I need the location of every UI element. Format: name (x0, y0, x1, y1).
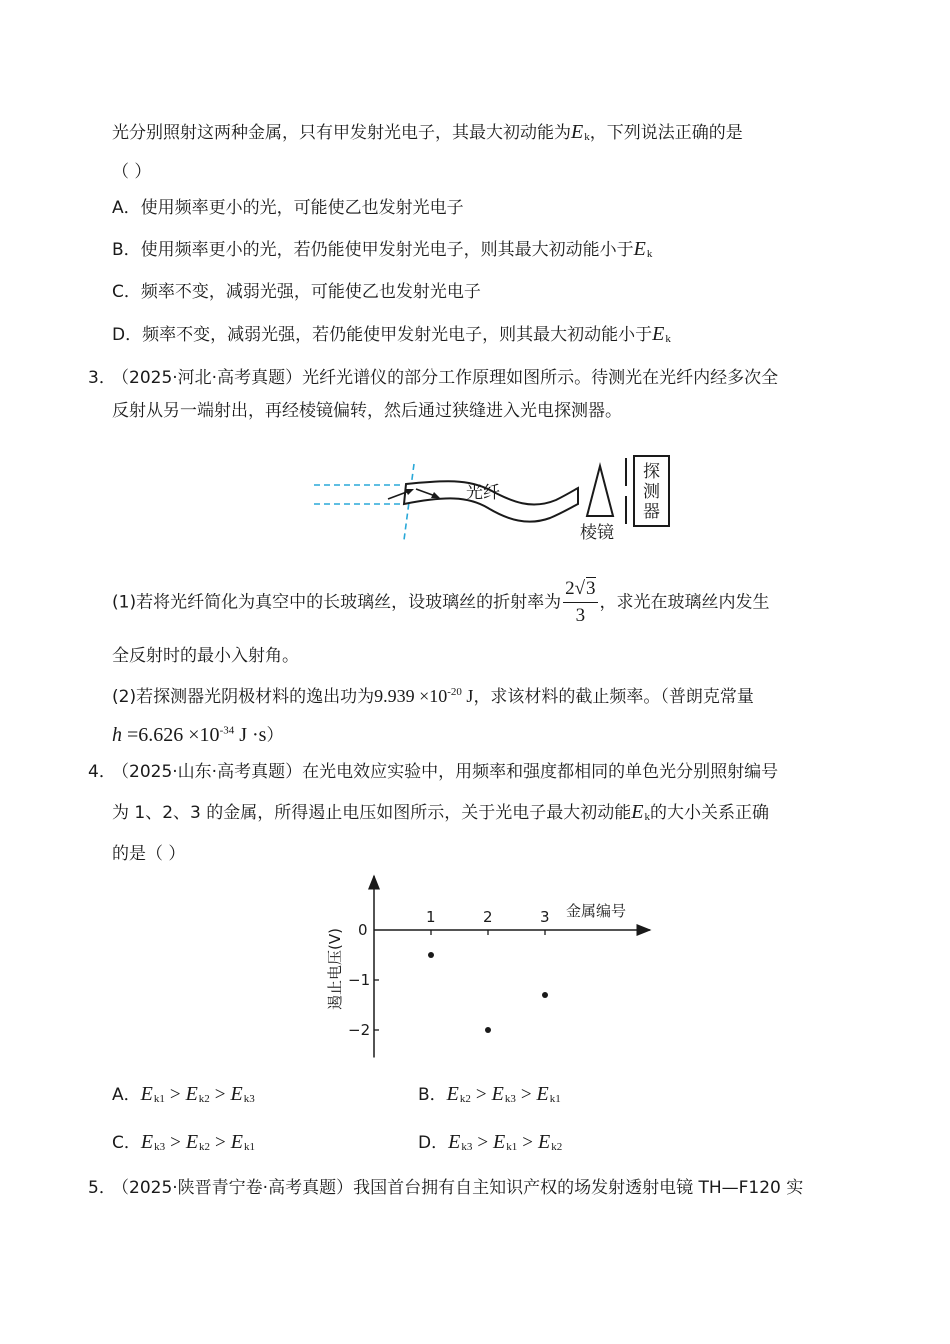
q2-option-b[interactable] (112, 237, 652, 266)
option-text: 频率不变，减弱光强，可能使乙也发射光电子 (140, 282, 481, 302)
q4-line3: 的是（ ） (112, 844, 186, 864)
x-tick-label: 1 (426, 908, 436, 926)
ek-term: $E_{k2}$ (537, 1131, 563, 1153)
q2-option-c[interactable] (112, 280, 481, 304)
y-tick-label: −2 (348, 1021, 371, 1039)
q5-number: 5． (88, 1178, 116, 1198)
q2-option-a[interactable] (112, 196, 464, 220)
q3-sub2-line1: (2)若探测器光阴极材料的逸出功为$9.939 \times 10^{-20}$ J，求该材料的截止频率。（普朗克常量 (112, 686, 754, 707)
greater-than: > (522, 1132, 533, 1153)
q3-line2: 反射从另一端射出，再经棱镜偏转，然后通过狭缝进入光电探测器。 (112, 401, 622, 421)
prism-label: 棱镜 (580, 523, 614, 543)
ek-term: $E_{k2}$ (185, 1083, 210, 1105)
ek-term: $E_{k3}$ (230, 1083, 255, 1105)
option-letter: D． (418, 1133, 449, 1153)
q4-line2: 为 1、2、3 的金属，所得遏止电压如图所示，关于光电子最大初动能$E_k$的大小关系正确 (112, 801, 769, 823)
q2-stem-line1: 光分别照射这两种金属，只有甲发射光电子，其最大初动能为$E_k$，下列说法正确的是 (112, 121, 743, 143)
prism (587, 466, 613, 516)
x-axis-label: 金属编号 (566, 902, 627, 920)
q4-option-d[interactable] (418, 1130, 562, 1159)
q4-option-b[interactable] (418, 1082, 561, 1111)
planck-constant: $h =6.626 \times 10^{-34}$ J ·s (112, 723, 267, 746)
option-letter: A． (112, 198, 141, 218)
ek-term: $E_{k2}$ (185, 1131, 211, 1153)
option-letter: B． (112, 240, 141, 260)
greater-than: > (520, 1084, 532, 1105)
option-letter: B． (418, 1085, 447, 1105)
q4-option-c[interactable] (112, 1130, 255, 1159)
q4-line1: （2025·山东·高考真题）在光电效应实验中，用频率和强度都相同的单色光分别照射编号 (112, 762, 779, 782)
detector-label-1: 探 (643, 462, 660, 482)
q3-sub1-line1: (1)若将光纤简化为真空中的长玻璃丝，设玻璃丝的折射率为 $\frac{2√3}{3}$ ，求光在玻璃丝内发生 (112, 576, 770, 629)
q4-option-a[interactable] (112, 1082, 255, 1111)
greater-than: > (169, 1084, 181, 1105)
q3-number: 3． (88, 368, 116, 388)
detector-label-2: 测 (643, 482, 660, 502)
y-tick-label: 0 (358, 921, 368, 939)
ek-term: $E_{k1}$ (536, 1083, 561, 1105)
option-letter: C． (112, 282, 141, 302)
data-point-metal-2 (485, 1027, 491, 1033)
detector-label-3: 器 (643, 502, 660, 522)
q2-answer-paren: （ ） (112, 162, 152, 182)
fiber-label: 光纤 (466, 483, 500, 503)
ek-term: $E_{k1}$ (493, 1131, 518, 1153)
ek-term: $E_{k2}$ (446, 1083, 471, 1105)
data-point-metal-1 (428, 952, 434, 958)
y-tick-label: −1 (348, 971, 371, 989)
greater-than: > (475, 1084, 487, 1105)
option-letter: C． (112, 1133, 141, 1153)
greater-than: > (170, 1132, 181, 1153)
option-text: 频率不变，减弱光强，若仍能使甲发射光电子，则其最大初动能小于 (142, 325, 653, 345)
q4-number: 4． (88, 762, 116, 782)
q2-option-d[interactable] (112, 322, 671, 351)
greater-than: > (214, 1084, 226, 1105)
fiber-spectrometer-diagram (300, 452, 680, 548)
x-tick-label: 3 (540, 908, 550, 926)
ek-term: $E_{k1}$ (140, 1083, 165, 1105)
option-letter: D． (112, 325, 143, 345)
data-point-metal-3 (542, 992, 548, 998)
ek-term: $E_{k3}$ (448, 1131, 473, 1153)
option-text: 使用频率更小的光，可能使乙也发射光电子 (140, 198, 464, 218)
ek-symbol: $E_k$ (571, 121, 590, 143)
refractive-index-fraction: $\frac{2√3}{3}$ (565, 578, 596, 626)
option-letter: A． (112, 1085, 141, 1105)
ek-term: $E_{k3}$ (140, 1131, 166, 1153)
ek-term: $E_{k3}$ (491, 1083, 516, 1105)
x-tick-label: 2 (483, 908, 493, 926)
ek-symbol: $E_k$ (633, 238, 653, 260)
q3-sub2-line2: $h =6.626 \times 10^{-34}$ J ·s） (112, 723, 284, 746)
stopping-voltage-chart (320, 870, 660, 1070)
q3-sub1-line2: 全反射时的最小入射角。 (112, 646, 299, 666)
q5-line1: （2025·陕晋青宁卷·高考真题）我国首台拥有自主知识产权的场发射透射电镜 TH—F120 实 (112, 1178, 804, 1198)
greater-than: > (215, 1132, 226, 1153)
ek-symbol: $E_k$ (652, 323, 671, 345)
q3-line1: （2025·河北·高考真题）光纤光谱仪的部分工作原理如图所示。待测光在光纤内经多次全 (112, 368, 779, 388)
y-axis-label: 遏止电压(V) (326, 928, 344, 1010)
greater-than: > (477, 1132, 489, 1153)
ek-symbol: $E_k$ (631, 801, 650, 823)
option-text: 使用频率更小的光，若仍能使甲发射光电子，则其最大初动能小于 (140, 240, 634, 260)
work-function-value: $9.939 \times 10^{-20}$ J (374, 686, 474, 706)
ek-term: $E_{k1}$ (230, 1131, 255, 1153)
